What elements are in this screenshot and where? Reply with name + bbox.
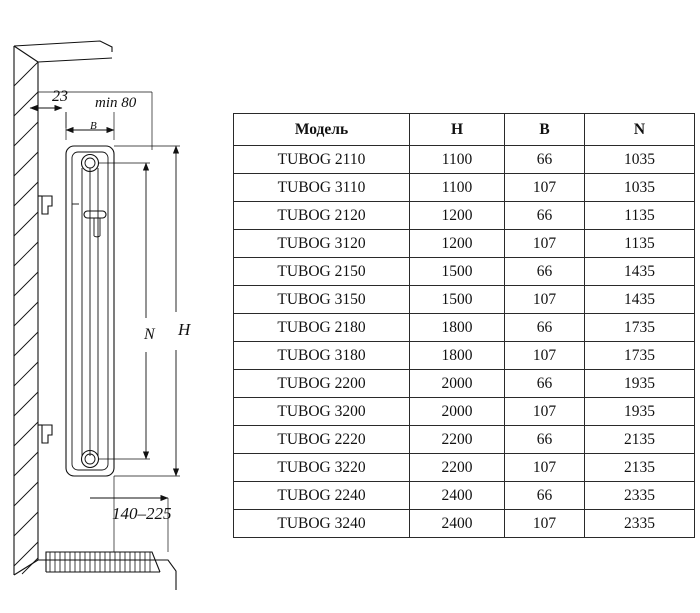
cell-b: 66 [505, 202, 585, 230]
cell-n: 1135 [585, 202, 695, 230]
cell-n: 1935 [585, 398, 695, 426]
specification-table [233, 113, 695, 538]
cell-h: 2400 [410, 482, 505, 510]
cell-model: TUBOG 2180 [234, 314, 410, 342]
floor-line [38, 560, 176, 590]
table-row [234, 482, 695, 510]
cell-model: TUBOG 2150 [234, 258, 410, 286]
cell-b: 107 [505, 230, 585, 258]
cell-n: 2335 [585, 482, 695, 510]
cell-n: 2135 [585, 426, 695, 454]
cell-b: 66 [505, 146, 585, 174]
cell-b: 66 [505, 426, 585, 454]
cell-h: 2000 [410, 370, 505, 398]
cell-h: 1800 [410, 314, 505, 342]
dimension-label-h: H [178, 320, 191, 339]
wall-top-edge [14, 46, 38, 62]
cell-b: 66 [505, 258, 585, 286]
wall-bracket-bottom [42, 425, 52, 443]
ceiling-inner [38, 58, 112, 62]
cell-h: 1500 [410, 286, 505, 314]
cell-n: 1035 [585, 174, 695, 202]
dimension-label-min-80: min 80 [95, 95, 137, 111]
table-row [234, 370, 695, 398]
radiator-valve-loop [94, 236, 100, 237]
cell-n: 1735 [585, 314, 695, 342]
cell-n: 1035 [585, 146, 695, 174]
cell-model: TUBOG 2110 [234, 146, 410, 174]
dimension-label-b: B [90, 120, 97, 132]
table-row [234, 314, 695, 342]
dimension-label-23: 23 [52, 88, 68, 105]
cell-model: TUBOG 2200 [234, 370, 410, 398]
table-row [234, 286, 695, 314]
table-body [234, 146, 695, 538]
table-row [234, 426, 695, 454]
cell-h: 1800 [410, 342, 505, 370]
cell-model: TUBOG 3180 [234, 342, 410, 370]
cell-n: 1135 [585, 230, 695, 258]
cell-h: 2400 [410, 510, 505, 538]
cell-b: 107 [505, 286, 585, 314]
column-header-model: Модель [234, 114, 410, 146]
cell-b: 66 [505, 370, 585, 398]
table-row [234, 258, 695, 286]
cell-h: 2200 [410, 426, 505, 454]
floor-plate [46, 552, 160, 572]
table-row [234, 202, 695, 230]
table-row [234, 454, 695, 482]
cell-model: TUBOG 2220 [234, 426, 410, 454]
cell-h: 2000 [410, 398, 505, 426]
radiator-installation-drawing [0, 0, 240, 613]
cell-model: TUBOG 3150 [234, 286, 410, 314]
cell-n: 1935 [585, 370, 695, 398]
specification-table-container [233, 113, 694, 538]
cell-h: 1500 [410, 258, 505, 286]
radiator-valve [84, 211, 106, 218]
cell-b: 107 [505, 454, 585, 482]
cell-model: TUBOG 3200 [234, 398, 410, 426]
table-row [234, 510, 695, 538]
table-row [234, 230, 695, 258]
cell-n: 1435 [585, 286, 695, 314]
cell-model: TUBOG 3120 [234, 230, 410, 258]
cell-b: 107 [505, 342, 585, 370]
floor-grille [50, 552, 150, 572]
cell-b: 107 [505, 510, 585, 538]
cell-n: 1435 [585, 258, 695, 286]
dimension-label-n: N [144, 326, 155, 343]
ceiling-slab [14, 41, 112, 52]
table-row [234, 398, 695, 426]
column-header-n: N [585, 114, 695, 146]
cell-n: 2135 [585, 454, 695, 482]
wall-hatching [14, 62, 38, 574]
cell-h: 1100 [410, 146, 505, 174]
table-row [234, 174, 695, 202]
radiator-top-port-inner [85, 158, 95, 168]
cell-model: TUBOG 3220 [234, 454, 410, 482]
column-header-h: H [410, 114, 505, 146]
cell-b: 66 [505, 314, 585, 342]
cell-h: 1100 [410, 174, 505, 202]
cell-model: TUBOG 3240 [234, 510, 410, 538]
cell-b: 107 [505, 398, 585, 426]
cell-n: 2335 [585, 510, 695, 538]
column-header-b: B [505, 114, 585, 146]
cell-b: 107 [505, 174, 585, 202]
cell-h: 1200 [410, 202, 505, 230]
cell-h: 2200 [410, 454, 505, 482]
cell-model: TUBOG 2240 [234, 482, 410, 510]
table-header-row [234, 114, 695, 146]
table-row [234, 146, 695, 174]
cell-model: TUBOG 3110 [234, 174, 410, 202]
cell-model: TUBOG 2120 [234, 202, 410, 230]
wall-bracket-top [42, 196, 52, 214]
cell-n: 1735 [585, 342, 695, 370]
dimension-label-140-225: 140–225 [112, 504, 172, 523]
cell-h: 1200 [410, 230, 505, 258]
cell-b: 66 [505, 482, 585, 510]
table-row [234, 342, 695, 370]
